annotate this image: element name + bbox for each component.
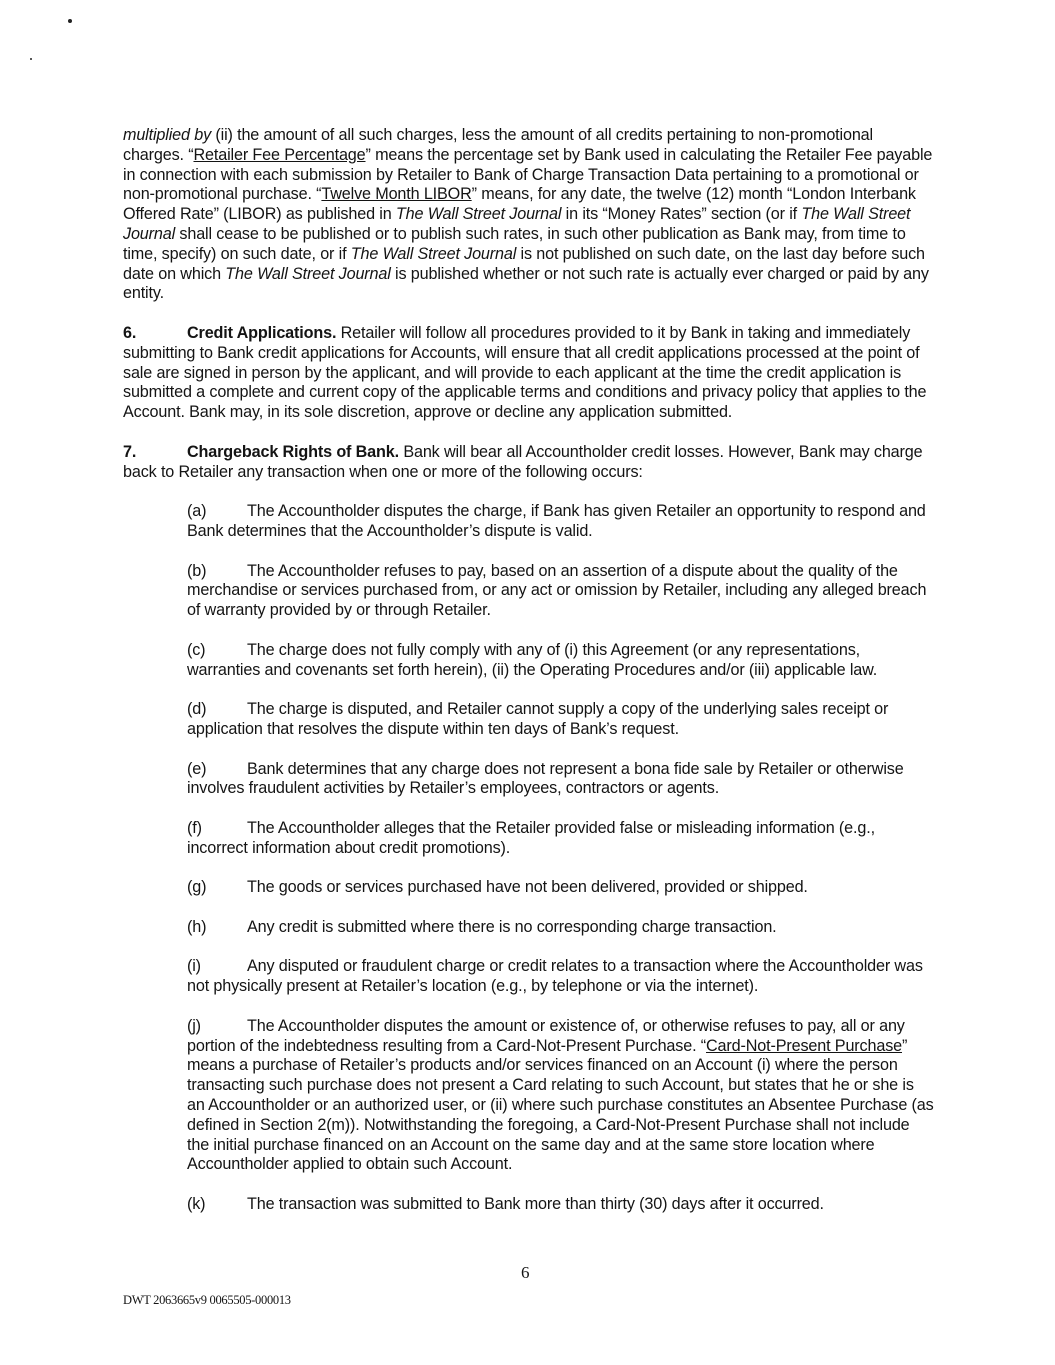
section-title: Chargeback Rights of Bank. [187,442,399,461]
item-label: (b) [187,561,207,580]
list-item-e [123,760,935,800]
item-text: The Accountholder disputes the charge, if Bank has given Retailer an opportunity to respond and Bank determines that the Accountholder’s dispute is valid. [187,502,926,540]
scan-speck [30,58,32,60]
publication-name: The Wall Street Journal [123,205,911,243]
item-label: (h) [187,917,207,936]
list-item-d [123,700,935,740]
list-item-h [123,918,935,938]
list-item-j: (j) The Accountholder disputes the amount or existence of, or otherwise refuses to pay, all or any portion of the indebtedness resulting from a Card-Not-Present Purchase. “Card-Not-Present Purchase” means a purchase of Retailer’s products and/or services financed on an Account (i) where the person transacting such purchase does not present a Card relating to such Account, but states that he or she is an Accountholder or an authorized user, or (ii) where such purchase constitutes an Absentee Purchase (as defined in Section 2(m)). Notwithstanding the foregoing, a Card-Not-Present Purchase shall not include the initial purchase financed on an Account on the same day and at the same store location where Accountholder applied to obtain such Account. [187,1016,934,1174]
definitions-paragraph: multiplied by (ii) the amount of all such charges, less the amount of all credits pertaining to non-promotional charges. “Retailer Fee Percentage” means the percentage set by Bank used in calculating the Retailer Fee payable in connection with each submission by Retailer to Bank of Charge Transaction Data pertaining to a promotional or non-promotional purchase. “Twelve Month LIBOR” means, for any date, the twelve (12) month “London Interbank Offered Rate” (LIBOR) as published in The Wall Street Journal in its “Money Rates” section (or if The Wall Street Journal shall cease to be published or to publish such rates, in such other publication as Bank may, from time to time, specify) on such date, or if The Wall Street Journal is not published on such date, on the last day before such date on which The Wall Street Journal is published whether or not such rate is actually ever charged or paid by any entity. [123,126,933,303]
item-text: The charge does not fully comply with any of (i) this Agreement (or any representations, warranties and covenants set forth herein), (ii) the Operating Procedures and/or (iii) applicable law. [187,640,878,679]
item-label: (f) [187,818,202,837]
list-item-g [123,878,935,898]
list-item-f [123,819,935,859]
item-text: The Accountholder alleges that the Retailer provided false or misleading information (e.g., incorrect information about credit promotions). [187,818,875,857]
publication-name: The Wall Street Journal [350,244,517,263]
item-text: The charge is disputed, and Retailer cannot supply a copy of the underlying sales receipt or application that resolves the dispute within ten days of Bank’s request. [187,700,889,738]
item-label: (i) [187,957,201,976]
italic-text: multiplied by [123,126,212,144]
defined-term-retailer-fee-percentage: Retailer Fee Percentage [193,145,366,164]
item-label: (j) [187,1016,201,1035]
section-text: Retailer will follow all procedures provided to it by Bank in taking and immediately submitting to Bank credit applications for Accounts, will ensure that all credit applications processed at the point of sale are signed in person by the applicant, and will provide to each applicant at the time the credit application is submitted a complete and current copy of the applicable terms and conditions and privacy policy that applies to the Account. Bank may, in its sole discretion, approve or decline any application submitted. [123,323,927,422]
defined-term-twelve-month-libor: Twelve Month LIBOR [321,185,472,204]
section-title: Credit Applications. [187,323,337,342]
publication-name: The Wall Street Journal [225,264,391,283]
item-label: (k) [187,1195,206,1214]
section-number: 7. [123,442,137,461]
section-7-chargeback-rights [123,443,935,483]
list-item-a [123,502,935,542]
item-label: (g) [187,878,207,897]
list-item-c [123,641,935,681]
item-text: The goods or services purchased have not been delivered, provided or shipped. [247,878,808,897]
item-text: The transaction was submitted to Bank more than thirty (30) days after it occurred. [247,1195,824,1214]
page-number: 6 [521,1263,530,1282]
item-label: (c) [187,640,206,659]
item-label: (d) [187,700,207,719]
list-item-i [123,957,935,997]
scan-speck [68,19,72,23]
document-footer-id: DWT 2063665v9 0065505-000013 [123,1293,291,1307]
list-item-b [123,562,935,621]
item-label: (a) [187,502,207,521]
defined-term-card-not-present-purchase: Card-Not-Present Purchase [706,1036,902,1055]
item-text: Any credit is submitted where there is no corresponding charge transaction. [247,917,777,936]
publication-name: The Wall Street Journal [395,205,562,224]
item-text: The Accountholder refuses to pay, based on an assertion of a dispute about the quality of the merchandise or services purchased from, or any act or omission by Retailer, including any alleged breach of warranty provided by or through Retailer. [187,561,927,620]
item-text: Bank determines that any charge does not represent a bona fide sale by Retailer or otherwise involves fraudulent activities by Retailer’s employees, contractors or agents. [187,759,904,798]
item-text: Any disputed or fraudulent charge or credit relates to a transaction where the Accountholder was not physically present at Retailer’s location (e.g., by telephone or via the internet). [187,957,923,996]
list-item-k [123,1195,935,1215]
section-text: Bank will bear all Accountholder credit losses. However, Bank may charge back to Retailer any transaction when one or more of the following occurs: [123,442,923,481]
section-6-credit-applications [123,324,935,423]
section-number: 6. [123,323,137,342]
item-label: (e) [187,759,207,778]
document-body [123,126,935,1235]
